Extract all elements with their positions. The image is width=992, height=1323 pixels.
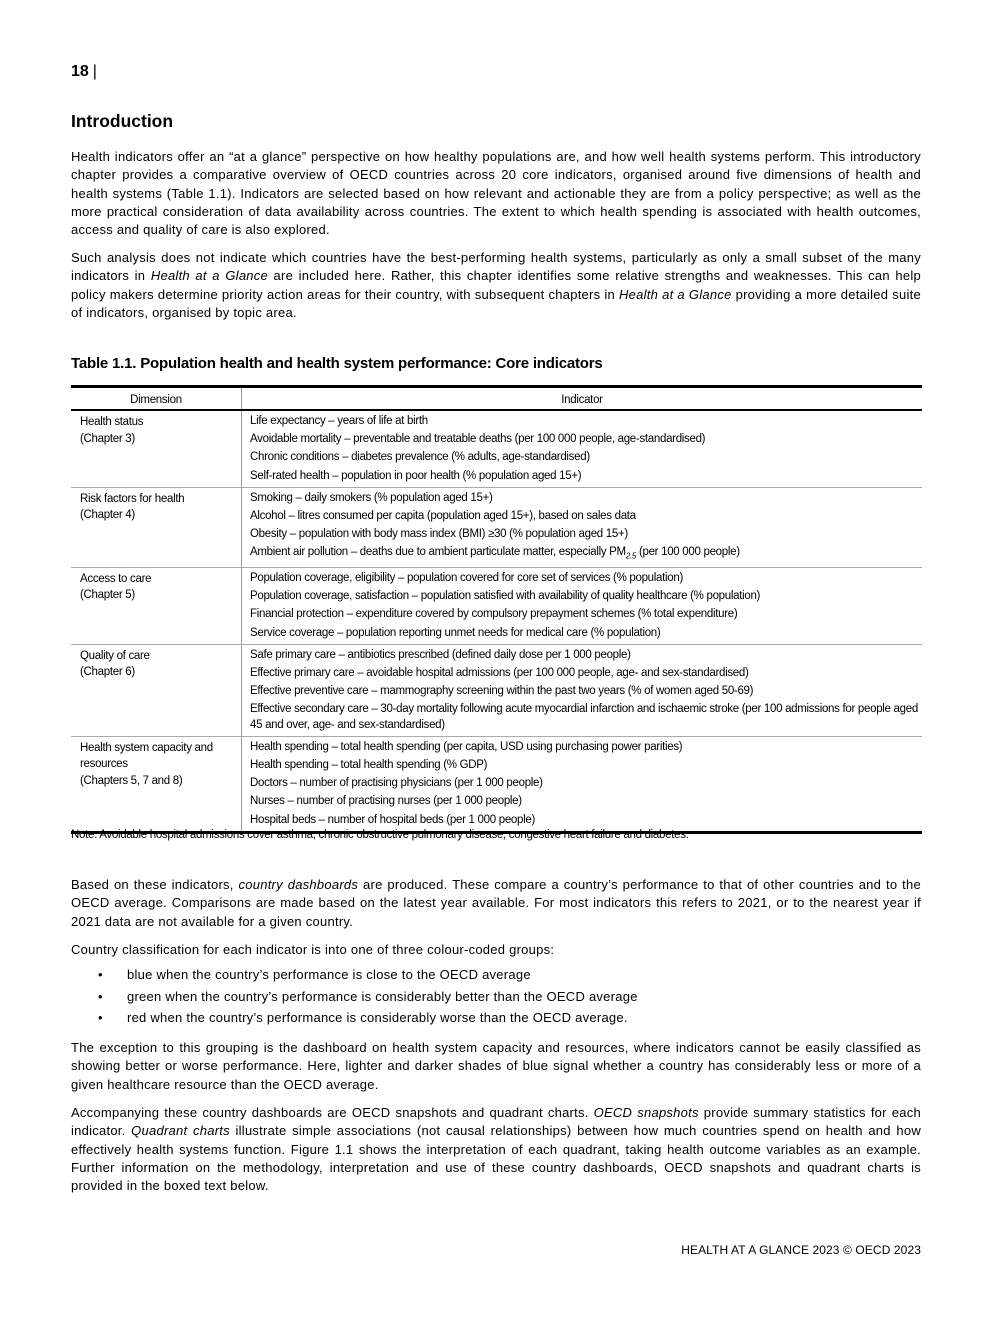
italic-text: Quadrant charts [131, 1123, 230, 1139]
text-run: Effective secondary care – 30-day mortality following acute myocardial infarction and ischaemic stroke (per 100 admissions for people aged 45 and over, age- and sex-standardised) [250, 703, 918, 731]
text-run: Alcohol – litres consumed per capita (population aged 15+), based on sales data [250, 510, 636, 523]
dimension-label: Access to care [80, 572, 152, 585]
dimension-label: resources [80, 758, 128, 771]
text-run: Self-rated health – population in poor health (% population aged 15+) [250, 469, 582, 482]
dimension-cell [71, 644, 242, 736]
text-run: Health spending – total health spending (% GDP) [250, 758, 488, 771]
table-row [71, 736, 922, 832]
text-run: Such analysis does not indicate which countries have the best-performing health systems, particularly as only a small subset of the many indicators in [71, 250, 921, 284]
text-run: Life expectancy – years of life at birth [250, 415, 428, 427]
text-run: Ambient air pollution – deaths due to ambient particulate matter, especially PM [250, 546, 626, 559]
dashboards-paragraph [71, 876, 921, 931]
text-run: Based on these indicators, [71, 877, 239, 892]
table-title: Table 1.1. Population health and health system performance: Core indicators [71, 355, 603, 372]
indicator-cell [242, 567, 923, 644]
indicator-item [250, 625, 922, 643]
bullet-icon: • [98, 967, 103, 982]
text-run: Doctors – number of practising physicians (per 1 000 people) [250, 777, 543, 790]
table-body [71, 410, 922, 832]
text-run: Hospital beds – number of hospital beds (per 1 000 people) [250, 813, 535, 826]
list-item-text: green when the country’s performance is considerably better than the OECD average [127, 988, 638, 1004]
indicator-column-header: Indicator [242, 387, 923, 411]
dimension-label: Risk factors for health [80, 492, 185, 505]
text-run: Service coverage – population reporting unmet needs for medical care (% population) [250, 626, 661, 639]
indicator-item [250, 508, 922, 526]
indicator-item [250, 757, 922, 775]
italic-text: Health at a Glance [150, 268, 269, 284]
text-run: (per 100 000 people) [636, 546, 740, 559]
text-run: are produced. These compare a country’s performance to that of other countries and to the OECD average. Comparisons are made based on the latest year available. For most indicators this refers to 2021, or to the nearest year if 2021 data are not available for a given country. [71, 877, 921, 929]
text-run: Avoidable mortality – preventable and treatable deaths (per 100 000 people, age-standardised) [250, 433, 706, 446]
indicator-item [250, 793, 922, 811]
text-run: Health spending – total health spending (per capita, USD using purchasing power parities) [250, 740, 683, 753]
core-indicators-table [71, 385, 922, 834]
text-run: Effective primary care – avoidable hospital admissions (per 100 000 people, age- and sex-standardised) [250, 666, 749, 679]
dimension-label: (Chapter 4) [80, 509, 135, 522]
dimension-cell [71, 567, 242, 644]
page-number-value: 18 [71, 63, 89, 80]
bullet-icon: • [98, 1010, 103, 1025]
indicator-item [250, 683, 922, 701]
indicator-item [250, 588, 922, 606]
indicator-item [250, 468, 922, 486]
text-run: The exception to this grouping is the dashboard on health system capacity and resources, where indicators cannot be easily classified as showing better or worse performance. Here, lighter and darker shades of blue signal whether a country has considerably less or more of a given healthcare resource than the OECD average. [71, 1040, 921, 1092]
dimension-column-header: Dimension [71, 387, 242, 411]
dimension-label: Quality of care [80, 649, 150, 662]
text-run: Nurses – number of practising nurses (per 1 000 people) [250, 795, 522, 808]
text-run: provide summary statistics for each indicator. [71, 1105, 921, 1139]
table-row [71, 644, 922, 736]
list-item [71, 966, 921, 988]
list-item [71, 988, 921, 1010]
text-run: Obesity – population with body mass index (BMI) ≥30 (% population aged 15+) [250, 528, 628, 541]
page-number-separator: | [92, 63, 97, 80]
snapshots-paragraph [71, 1104, 921, 1195]
list-item-text: red when the country’s performance is considerably worse than the OECD average. [127, 1010, 628, 1025]
text-run: Smoking – daily smokers (% population aged 15+) [250, 491, 493, 504]
text-run: Effective preventive care – mammography screening within the past two years (% of women aged 50-69) [250, 685, 754, 698]
dimension-cell [71, 487, 242, 567]
indicator-cell [242, 644, 923, 736]
indicator-item [250, 413, 922, 431]
section-title: Introduction [71, 111, 174, 131]
colour-group-list [71, 966, 921, 1031]
indicator-item [250, 701, 922, 734]
indicator-cell [242, 410, 923, 487]
text-run: Accompanying these country dashboards are OECD snapshots and quadrant charts. [71, 1105, 594, 1120]
text-run: Health indicators offer an “at a glance” perspective on how healthy populations are, and how well health systems perform. This introductory chapter provides a comparative overview of OECD countries across 20 core indicators, organised around five dimensions of health and health systems (Table 1.1). Indicators are selected based on how relevant and actionable they are from a policy perspective; as well as the more practical consideration of data availability across countries. The extent to which health spending is associated with health outcomes, access and quality of care is also explored. [71, 149, 921, 238]
indicator-item [250, 812, 922, 830]
text-run: Population coverage, eligibility – population covered for core set of services (% population) [250, 571, 683, 584]
indicator-item [250, 544, 922, 566]
indicator-item [250, 606, 922, 624]
dimension-cell [71, 736, 242, 832]
core-indicators-table-wrapper [71, 385, 922, 834]
dimension-label: (Chapters 5, 7 and 8) [80, 774, 183, 787]
dimension-label: Health status [80, 416, 144, 428]
table-header-row [71, 387, 922, 411]
indicator-item [250, 775, 922, 793]
list-item-text: blue when the country’s performance is close to the OECD average [127, 967, 531, 982]
indicator-item [250, 647, 922, 665]
italic-text: OECD snapshots [593, 1105, 699, 1120]
intro-paragraph-1 [71, 148, 921, 239]
indicator-item [250, 490, 922, 508]
indicator-item [250, 739, 922, 757]
table-row [71, 567, 922, 644]
classification-paragraph: Country classification for each indicator is into one of three colour-coded groups: [71, 942, 555, 957]
indicator-cell [242, 487, 923, 567]
text-run: providing a more detailed suite of indicators, organised by topic area. [71, 286, 921, 320]
text-run: Chronic conditions – diabetes prevalence (% adults, age-standardised) [250, 451, 590, 464]
table-row [71, 410, 922, 487]
indicator-cell [242, 736, 923, 832]
indicator-item [250, 431, 922, 449]
text-run: are included here. Rather, this chapter identifies some relative strengths and weaknesses. This can help policy makers determine priority action areas for their country, with subsequent chapters in [71, 268, 921, 302]
text-run: Financial protection – expenditure covered by compulsory prepayment schemes (% total expenditure) [250, 608, 738, 621]
bullet-icon: • [98, 988, 103, 1004]
page-number [71, 63, 97, 81]
indicator-item [250, 449, 922, 467]
dimension-label: (Chapter 5) [80, 589, 135, 602]
intro-paragraph-2 [71, 249, 921, 322]
exception-paragraph [71, 1039, 921, 1094]
dimension-label: Health system capacity and [80, 741, 213, 754]
indicator-item [250, 570, 922, 588]
list-item [71, 1009, 921, 1031]
page-footer: HEALTH AT A GLANCE 2023 © OECD 2023 [681, 1243, 921, 1257]
italic-text: Health at a Glance [619, 286, 732, 302]
italic-text: country dashboards [238, 877, 359, 892]
indicator-item [250, 665, 922, 683]
dimension-label: (Chapter 3) [80, 432, 135, 445]
text-run: illustrate simple associations (not causal relationships) between how much countries spend on health and how effectively health systems function. Figure 1.1 shows the interpretation of each quadrant, taking health outcome variables as an example. Further information on the methodology, interpretation and use of these country dashboards, OECD snapshots and quadrant charts is provided in the boxed text below. [71, 1123, 921, 1194]
table-note: Note: Avoidable hospital admissions cover asthma, chronic obstructive pulmonary disease, congestive heart failure and diabetes. [71, 829, 689, 841]
subscript-text: 2.5 [625, 551, 637, 561]
dimension-label: (Chapter 6) [80, 666, 135, 679]
text-run: Safe primary care – antibiotics prescribed (defined daily dose per 1 000 people) [250, 648, 631, 661]
dimension-cell [71, 410, 242, 487]
indicator-item [250, 526, 922, 544]
table-row [71, 487, 922, 567]
text-run: Population coverage, satisfaction – population satisfied with availability of quality healthcare (% population) [250, 590, 761, 603]
